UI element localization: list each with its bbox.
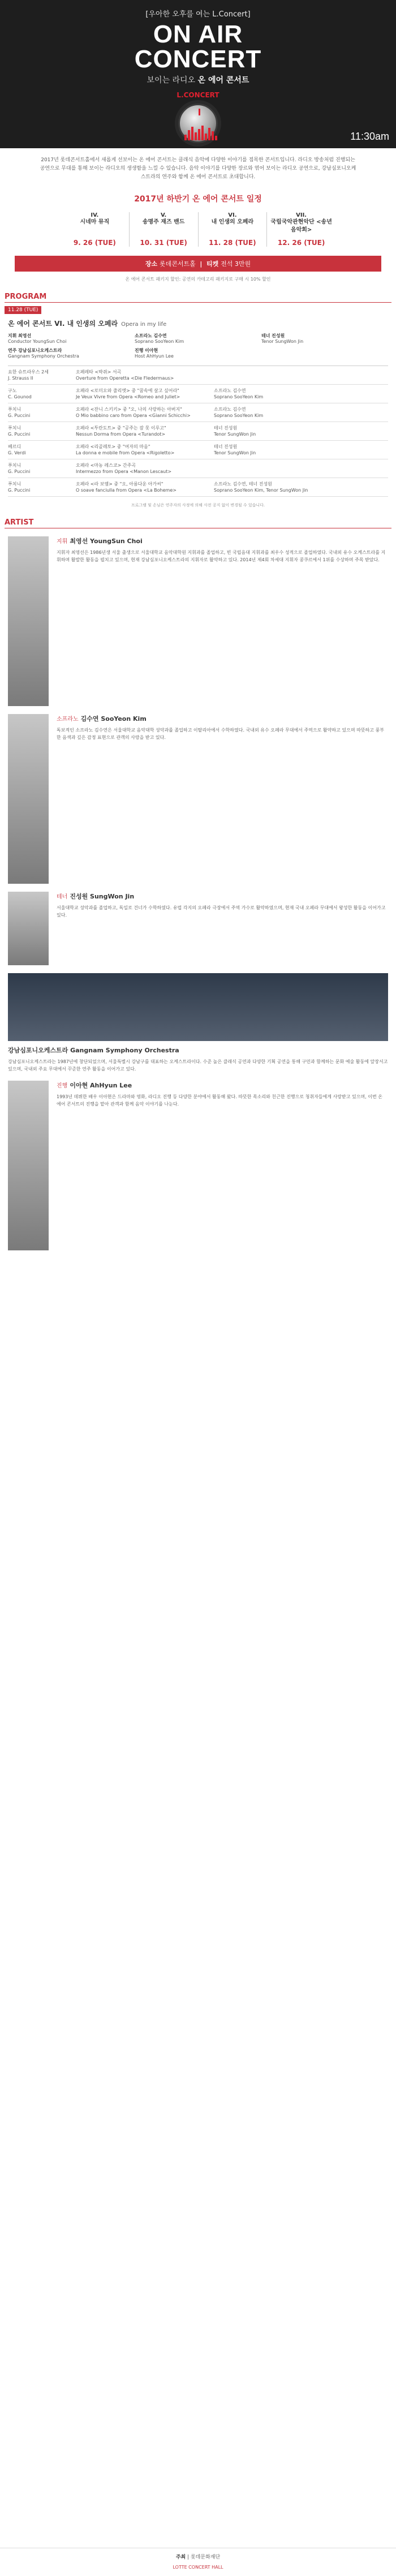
schedule-num: V. <box>161 212 167 218</box>
schedule-date: 9. 26 (TUE) <box>73 239 116 247</box>
brand-logo: L.CONCERT <box>177 91 219 99</box>
program-composer: 푸치니 G. Puccini <box>8 425 31 437</box>
artist-bio: 지휘자 최영선은 1986년생 서울 출생으로 서울대학교 음악대학원 지휘과를 졸업하고, 빈 국립음대 지휘과를 최우수 성적으로 졸업하였다. 국내외 유수 오케스트라를 지휘하며 활발한 활동을 펼치고 있으며, 현재 강남심포니오케스트라의 지휘자로 활약하고 있다. 2014년 제4회 차세대 지휘자 콩쿠르에서 1위를 수상하며 주목 받았다. <box>57 550 386 562</box>
ticket-label: 티켓 <box>206 260 219 268</box>
artist-photo <box>8 714 49 884</box>
program-note: 프로그램 및 손님은 연주자의 사정에 의해 사전 공지 없이 변경될 수 있습니다. <box>131 503 265 508</box>
orchestra-name: 강남심포니오케스트라 Gangnam Symphony Orchestra <box>8 1047 179 1054</box>
artist-name: 테너 진성원 SungWon Jin <box>57 893 135 900</box>
program-row <box>8 441 388 459</box>
schedule-item <box>61 212 130 247</box>
hero-subtitle-bold: 온 에어 콘서트 <box>197 76 249 85</box>
hero-title-line2: CONCERT <box>134 45 262 73</box>
schedule-name: 국립국악관현악단 <송년음악회> <box>270 219 332 233</box>
program-composer: 요한 슈트라우스 2세 J. Strauss II <box>8 369 49 381</box>
program-row <box>8 403 388 422</box>
program-work: 오페레타 <박쥐> 서곡 Overture from Operetta <Die Fledermaus> <box>76 369 174 381</box>
footer-host: 주최 | 롯데문화재단 <box>175 2555 221 2560</box>
program-table <box>8 365 388 497</box>
venue-label: 장소 <box>145 260 158 268</box>
artist-card <box>8 714 388 884</box>
program-row <box>8 478 388 497</box>
artist-bio: 서울대학교 성악과를 졸업하고, 독일로 건너가 수학하였다. 유럽 각지의 오페라 극장에서 주역 가수로 활약하였으며, 현재 국내 오페라 무대에서 왕성한 활동을 이어가고 있다. <box>57 905 386 918</box>
program-composer: 푸치니 G. Puccini <box>8 463 31 474</box>
program-perf <box>214 369 388 381</box>
program-row <box>8 385 388 403</box>
artist-name: 소프라노 김수연 SooYeon Kim <box>57 715 147 723</box>
schedule-num: IV. <box>91 212 99 218</box>
venue-ticket-bar: 장소 롯데콘서트홀 | 티켓 전석 3만원 <box>15 256 381 272</box>
ticket-value: 전석 3만원 <box>221 260 251 268</box>
performer: 테너 진성원 Tenor SungWon Jin <box>261 333 304 344</box>
schedule-name: 내 인생의 오페라 <box>211 219 254 225</box>
program-row <box>8 422 388 441</box>
footer <box>0 2548 396 2576</box>
program-row <box>8 366 388 385</box>
schedule-item <box>199 212 268 247</box>
artist-bio: 1993년 데뷔한 배우 이아현은 드라마와 영화, 라디오 진행 등 다양한 분야에서 활동해 왔다. 따뜻한 목소리와 친근한 진행으로 청취자들에게 사랑받고 있으며, 이번 온 에어 콘서트의 진행을 맡아 관객과 함께 음악 이야기를 나눈다. <box>57 1094 382 1107</box>
schedule-title: 2017년 하반기 온 에어 콘서트 일정 <box>134 195 262 204</box>
program-heading: PROGRAM <box>5 293 391 303</box>
program-composer: 베르디 G. Verdi <box>8 444 26 455</box>
schedule-item <box>130 212 199 247</box>
intro-text: 2017년 롯데콘서트홀에서 새롭게 선보이는 온 에어 콘서트는 클래식 음악에 다양한 이야기를 접목한 콘서트입니다. 라디오 방송처럼 진행되는 공연으로 무대를 통해 보이는 라디오의 생생함을 느낄 수 있습니다. 음악 이야기를 다양한 장르와 엮어 보이는 라디오 공연으로, 강남심포니오케스트라의 연주와 함께 온 에어 콘서트로 초대합니다. <box>40 157 356 180</box>
artist-heading: ARTIST <box>5 518 391 528</box>
schedule-num: VII. <box>296 212 307 218</box>
hero-subtitle-plain: 보이는 라디오 <box>147 76 198 85</box>
equalizer-icon <box>184 126 217 140</box>
artist-photo <box>8 536 49 706</box>
artist-name: 진행 이아현 AhHyun Lee <box>57 1082 132 1089</box>
program-perf: 테너 진성원 Tenor SungWon Jin <box>214 425 256 437</box>
program-work: 오페라 <마농 레스코> 간주곡 Intermezzo from Opera <Manon Lescaut> <box>76 463 172 474</box>
orchestra-bio: 강남심포니오케스트라는 1987년에 창단되었으며, 서울특별시 강남구를 대표하는 오케스트라이다. 수준 높은 클래식 공연과 다양한 기획 공연을 통해 구민과 함께하는 문화 예술 활동에 앞장서고 있으며, 국내외 주요 무대에서 꾸준한 연주 활동을 이어가고 있다. <box>8 1059 388 1072</box>
program-perf <box>214 462 388 475</box>
program-work: 오페라 <투란도트> 중 "공주는 잠 못 이루고" Nessun Dorma from Opera <Turandot> <box>76 425 166 437</box>
performer: 소프라노 김수연 Soprano SooYeon Kim <box>135 333 184 344</box>
program-composer: 구노 C. Gounod <box>8 388 32 399</box>
hero-subtitle <box>0 74 396 85</box>
program-perf: 소프라노 김수연 Soprano SooYeon Kim <box>214 388 264 399</box>
program-composer: 푸치니 G. Puccini <box>8 407 31 418</box>
schedule-date: 10. 31 (TUE) <box>140 239 187 247</box>
schedule-num: VI. <box>228 212 237 218</box>
program-work: 오페라 <로미오와 줄리엣> 중 "꿈속에 살고 싶어라" Je Veux Vivre from Opera <Romeo and Juliet> <box>76 388 180 399</box>
program-title-ko: 온 에어 콘서트 VI. 내 인생의 오페라 <box>8 320 118 328</box>
hero-banner <box>0 0 396 148</box>
artist-photo <box>8 892 49 965</box>
hero-tagline: [우아한 오후를 여는 L.Concert] <box>145 10 251 19</box>
artist-photo <box>8 1081 49 1250</box>
artist-card <box>8 536 388 706</box>
schedule-grid <box>61 212 335 247</box>
program-title <box>8 319 396 328</box>
program-date-badge: 11.28 (TUE) <box>5 306 41 314</box>
program-work: 오페라 <리골레토> 중 "여자의 마음" La donna e mobile from Opera <Rigoletto> <box>76 444 175 455</box>
performer: 연주 강남심포니오케스트라 Gangnam Symphony Orchestra <box>8 348 79 359</box>
artist-bio: 독보적인 소프라노 김수연은 서울대학교 음악대학 성악과를 졸업하고 이탈리아에서 수학하였다. 국내외 유수 오페라 무대에서 주역으로 활약하고 있으며 따뜻하고 풍부한 음색과 깊은 감정 표현으로 관객의 사랑을 받고 있다. <box>57 728 384 740</box>
program-perf: 테너 진성원 Tenor SungWon Jin <box>214 444 256 455</box>
program-perf: 소프라노 김수연 Soprano SooYeon Kim <box>214 407 264 418</box>
schedule-date: 12. 26 (TUE) <box>277 239 325 247</box>
venue-value: 롯데콘서트홀 <box>159 260 196 268</box>
artist-name: 지휘 최영선 YoungSun Choi <box>57 537 143 545</box>
footer-logo: LOTTE CONCERT HALL <box>173 2565 223 2570</box>
program-title-en: Opera in my life <box>121 321 167 328</box>
performers-grid <box>8 333 388 359</box>
program-work: 오페라 <잔니 스키키> 중 "오, 나의 사랑하는 아버지" O Mio babbino caro from Opera <Gianni Schicchi> <box>76 407 191 418</box>
schedule-name: 시네마 뮤직 <box>80 219 110 225</box>
hero-time: 11:30am <box>350 131 389 142</box>
performer: 진행 이아현 Host AhHyun Lee <box>135 348 174 359</box>
orchestra-photo <box>8 973 388 1041</box>
schedule-name: 송명주 재즈 밴드 <box>142 219 185 225</box>
schedule-item <box>267 212 335 247</box>
program-work: 오페라 <라 보엠> 중 "오, 아름다운 아가씨" O soave fanciulla from Opera <La Boheme> <box>76 481 177 493</box>
artist-card <box>8 1081 388 1250</box>
program-row <box>8 459 388 478</box>
performer: 지휘 최영선 Conductor YoungSun Choi <box>8 333 67 344</box>
artist-card <box>8 892 388 965</box>
hero-title-line1: ON AIR <box>153 20 243 48</box>
program-composer: 푸치니 G. Puccini <box>8 481 31 493</box>
package-note: 온 에어 콘서트 패키지 할인: 공연의 카테고리 패키지로 구매 시 10% 할인 <box>125 277 271 282</box>
schedule-date: 11. 28 (TUE) <box>209 239 256 247</box>
program-perf: 소프라노 김수연, 테너 진성원 Soprano SooYeon Kim, Tenor SungWon Jin <box>214 481 308 493</box>
